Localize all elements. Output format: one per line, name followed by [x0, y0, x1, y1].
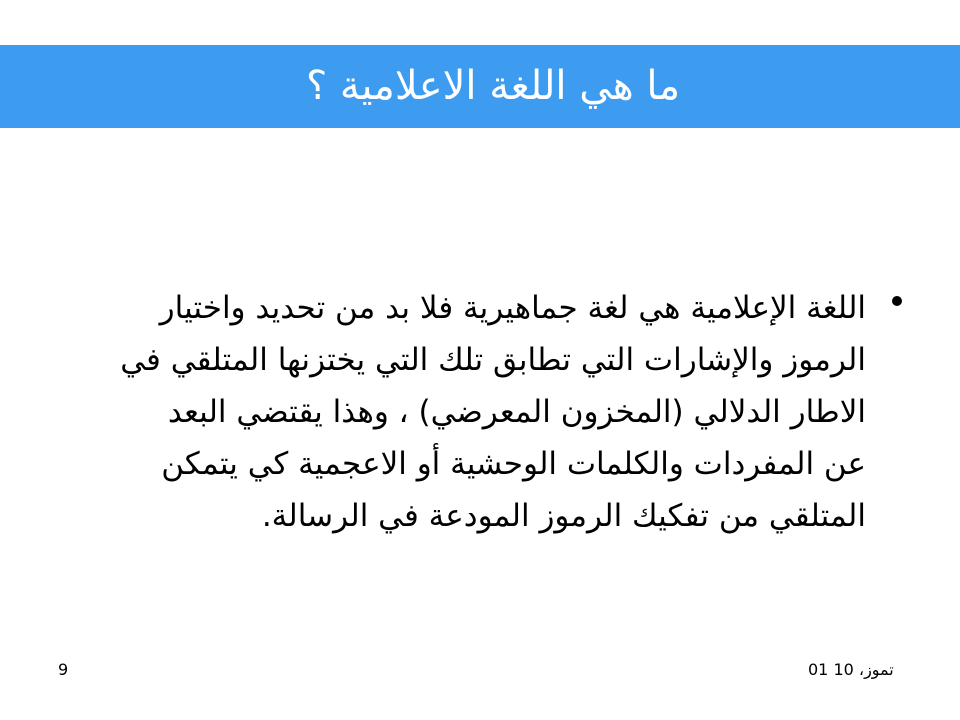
- bullet-line-2: الرموز والإشارات التي تطابق تلك التي يختزنها المتلقي في: [120, 342, 866, 378]
- title-bar: [0, 45, 960, 128]
- bullet-line-4: عن المفردات والكلمات الوحشية أو الاعجمية كي يتمكن: [161, 446, 866, 482]
- page-number: 9: [58, 660, 69, 679]
- bullet-icon: [892, 296, 902, 306]
- slide-title: ما هي اللغة الاعلامية ؟: [305, 63, 680, 109]
- slide-content: [70, 282, 910, 542]
- bullet-line-1: اللغة الإعلامية هي لغة جماهيرية فلا بد من تحديد واختيار: [159, 290, 866, 326]
- bullet-line-5: المتلقي من تفكيك الرموز المودعة في الرسالة.: [261, 498, 866, 534]
- bullet-line-3: الاطار الدلالي (المخزون المعرضي) ، وهذا يقتضي البعد: [167, 394, 866, 430]
- footer-date: 01 تموز، 10: [808, 660, 894, 679]
- bullet-paragraph: [76, 282, 866, 542]
